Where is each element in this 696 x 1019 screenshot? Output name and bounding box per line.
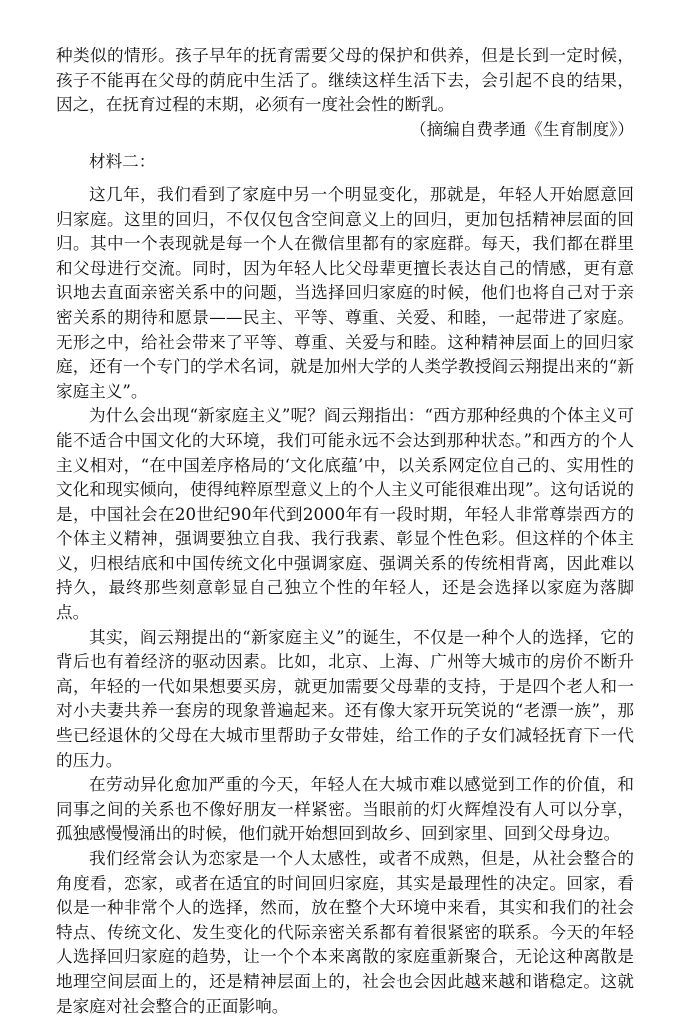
- material-one-tail-paragraph: 种类似的情形。孩子早年的抚育需要父母的保护和供养，但是长到一定时候，孩子不能再在父母的荫庇中生活了。继续这样生活下去，会引起不良的结果，因之，在抚育过程的末期，必须有一度社会性的断乳。: [56, 46, 634, 115]
- material-two-label: 材料二：: [89, 152, 156, 172]
- body-paragraph: 我们经常会认为恋家是一个人太感性，或者不成熟，但是，从社会整合的角度看，恋家，或者在适宜的时间回归家庭，其实是最理性的决定。回家，看似是一种非常个人的选择，然而，放在整个大环境中来看，其实和我们的社会特点、传统文化、发生变化的代际亲密关系都有着很紧密的联系。今天的年轻人选择回归家庭的趋势，让一个个本来离散的家庭重新聚合，无论这种离散是地理空间层面上的，还是精神层面上的，社会也会因此越来越和谐稳定。这就是家庭对社会整合的正面影响。: [56, 849, 634, 1016]
- body-paragraph: 在劳动异化愈加严重的今天，年轻人在大城市难以感觉到工作的价值，和同事之间的关系也不像好朋友一样紧密。当眼前的灯火辉煌没有人可以分享，孤独感慢慢涌出的时候，他们就开始想回到故乡、回到家里、回到父母身边。: [56, 775, 634, 844]
- body-paragraph: 为什么会出现“新家庭主义”呢？阎云翔指出：“西方那种经典的个体主义可能不适合中国文化的大环境，我们可能永远不会达到那种状态。”和西方的个人主义相对，“在中国差序格局的‘文化底蕴’中，以关系网定位自己的、实用性的文化和现实倾向，使得纯粹原型意义上的个人主义可能很难出现”。这句话说的是，中国社会在20世纪90年代到2000年有一段时期，年轻人非常尊崇西方的个体主义精神，强调要独立自我、我行我素、彰显个性色彩。但这样的个体主义，归根结底和中国传统文化中强调家庭、强调关系的传统相背离，因此难以持久，最终那些刻意彰显自己独立个性的年轻人，还是会选择以家庭为落脚点。: [56, 406, 634, 623]
- body-paragraph: 这几年，我们看到了家庭中另一个明显变化，那就是，年轻人开始愿意回归家庭。这里的回归，不仅仅包含空间意义上的回归，更加包括精神层面的回归。其中一个表现就是每一个人在微信里都有的家庭群。每天，我们都在群里和父母进行交流。同时，因为年轻人比父母辈更擅长表达自己的情感，更有意识地去直面亲密关系中的问题，当选择回归家庭的时候，他们也将自己对于亲密关系的期待和愿景——民主、平等、尊重、关爱、和睦，一起带进了家庭。无形之中，给社会带来了平等、尊重、关爱与和睦。这种精神层面上的回归家庭，还有一个专门的学术名词，就是加州大学的人类学教授阎云翔提出来的“新家庭主义”。: [56, 184, 634, 401]
- material-one-source-citation: （摘编自费孝通《生育制度》）: [409, 119, 634, 139]
- document-page: [56, 44, 634, 1019]
- body-paragraph: 其实，阎云翔提出的“新家庭主义”的诞生，不仅是一种个人的选择，它的背后也有着经济的驱动因素。比如，北京、上海、广州等大城市的房价不断升高，年轻的一代如果想要买房，就更加需要父母辈的支持，于是四个老人和一对小夫妻共养一套房的现象普遍起来。还有像大家开玩笑说的“老漂一族”，那些已经退休的父母在大城市里帮助子女带娃，给工作的子女们减轻抚育下一代的压力。: [56, 627, 634, 770]
